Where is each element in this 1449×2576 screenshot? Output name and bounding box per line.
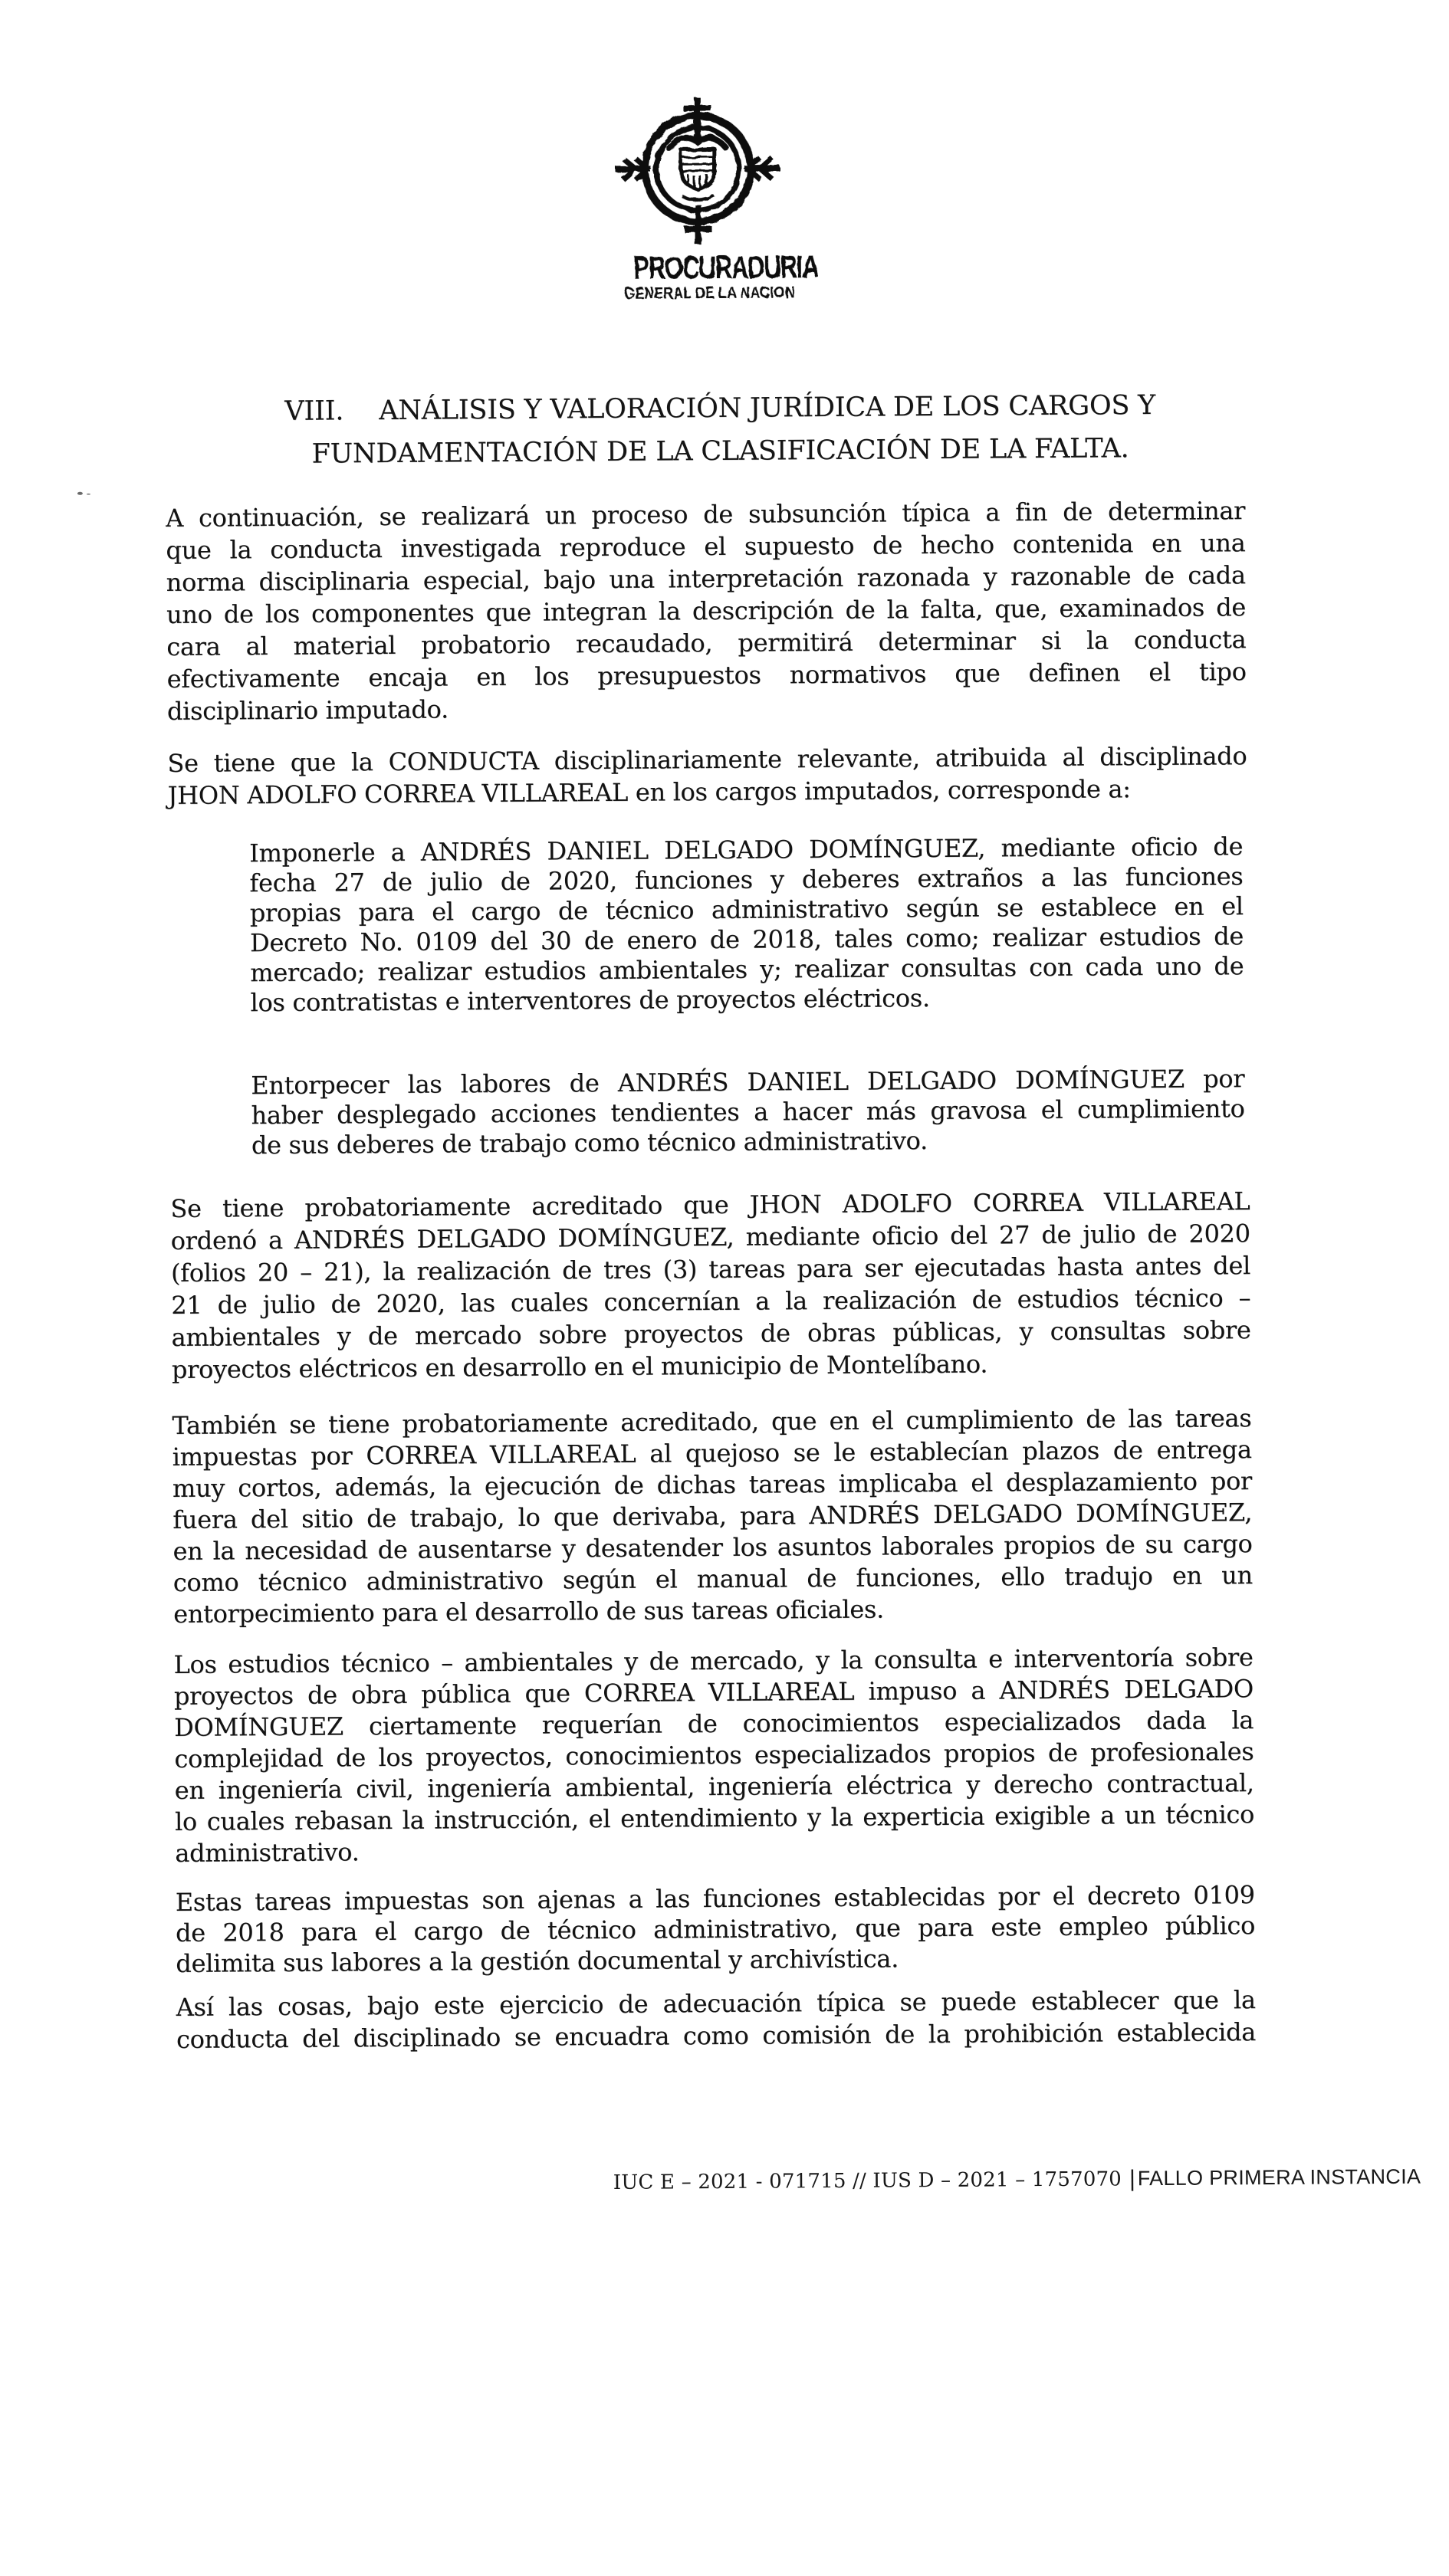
- text-line: propias para el cargo de técnico administrativo según se establece en el: [249, 891, 1244, 928]
- logo-wordmark-primary: PROCURADURIA: [632, 248, 819, 286]
- text-line: Los estudios técnico – ambientales y de mercado, y la consulta e interventoría sobre: [173, 1642, 1254, 1679]
- text-line: A continuación, se realizará un proceso de subsunción típica a fin de determinar: [166, 496, 1246, 533]
- text-line: ordenó a ANDRÉS DELGADO DOMÍNGUEZ, mediante oficio del 27 de julio de 2020: [170, 1219, 1250, 1255]
- text-line: administrativo.: [175, 1837, 360, 1868]
- text-line: uno de los componentes que integran la descripción de la falta, que, examinados de: [166, 592, 1247, 630]
- text-line: delimita sus labores a la gestión documental y archivística.: [176, 1944, 899, 1978]
- text-line: Imponerle a ANDRÉS DANIEL DELGADO DOMÍNGUEZ, mediante oficio de: [249, 832, 1244, 868]
- section-title-line-2: FUNDAMENTACIÓN DE LA CLASIFICACIÓN DE LA FALTA.: [311, 433, 1129, 470]
- paragraph-proven-facts: [170, 1185, 1251, 1386]
- paragraph-decree-functions: [176, 1879, 1256, 1979]
- procuraduria-logo: [610, 97, 819, 304]
- text-line: haber desplegado acciones tendientes a hacer más gravosa el cumplimiento: [251, 1094, 1245, 1130]
- section-title-text: ANÁLISIS Y VALORACIÓN JURÍDICA DE LOS CARGOS Y: [379, 389, 1156, 427]
- text-line: fuera del sitio de trabajo, lo que derivaba, para ANDRÉS DELGADO DOMÍNGUEZ,: [172, 1498, 1253, 1534]
- scan-speck: [77, 492, 83, 495]
- text-line: conducta del disciplinado se encuadra como comisión de la prohibición establecida: [176, 2017, 1257, 2054]
- case-reference: IUC E – 2021 - 071715 // IUS D – 2021 – 1757070: [613, 2167, 1122, 2194]
- text-line: los contratistas e interventores de proyectos eléctricos.: [250, 983, 930, 1018]
- text-line: efectivamente encaja en los presupuestos normativos que definen el tipo: [166, 657, 1247, 694]
- procuraduria-crest-icon: [615, 97, 780, 248]
- text-line: proyectos eléctricos en desarrollo en el municipio de Montelíbano.: [171, 1349, 988, 1384]
- text-line: muy cortos, además, la ejecución de dichas tareas implicaba el desplazamiento por: [172, 1466, 1253, 1503]
- text-line: Entorpecer las labores de ANDRÉS DANIEL DELGADO DOMÍNGUEZ por: [251, 1064, 1245, 1101]
- text-line: Estas tareas impuestas son ajenas a las funciones establecidas por el decreto 0109: [175, 1880, 1255, 1917]
- text-line: en la necesidad de ausentarse y desatender los asuntos laborales propios de su cargo: [172, 1529, 1253, 1566]
- text-line: DOMÍNGUEZ ciertamente requerían de conocimientos especializados dada la: [174, 1705, 1254, 1742]
- text-line: Así las cosas, bajo este ejercicio de adecuación típica se puede establecer que la: [176, 1985, 1256, 2022]
- paragraph-conduct: [167, 740, 1247, 812]
- blockquote-charge-1: [249, 832, 1244, 1018]
- text-line: en ingeniería civil, ingeniería ambiental, ingeniería eléctrica y derecho contractual,: [174, 1768, 1254, 1805]
- page-footer: [613, 2164, 1421, 2195]
- text-line: mercado; realizar estudios ambientales y; realizar consultas con cada uno de: [250, 951, 1244, 988]
- text-line: de sus deberes de trabajo como técnico administrativo.: [251, 1126, 928, 1160]
- logo-wordmark-secondary: GENERAL DE LA NACION: [623, 284, 795, 303]
- text-line: ambientales y de mercado sobre proyectos de obras públicas, y consultas sobre: [171, 1315, 1251, 1352]
- text-line: entorpecimiento para el desarrollo de sus tareas oficiales.: [172, 1594, 885, 1629]
- text-line: JHON ADOLFO CORREA VILLAREAL en los cargos imputados, corresponde a:: [167, 774, 1131, 811]
- text-line: 21 de julio de 2020, las cuales concernían a la realización de estudios técnico –: [171, 1283, 1251, 1320]
- text-line: Se tiene probatoriamente acreditado que JHON ADOLFO CORREA VILLAREAL: [170, 1186, 1250, 1223]
- text-line: También se tiene probatoriamente acreditado, que en el cumplimiento de las tareas: [172, 1403, 1252, 1440]
- section-title: [11, 382, 1430, 478]
- blockquote-charge-2: [251, 1064, 1245, 1160]
- text-line: norma disciplinaria especial, bajo una interpretación razonada y razonable de cada: [166, 560, 1246, 598]
- text-line: de 2018 para el cargo de técnico administrativo, que para este empleo público: [175, 1911, 1256, 1948]
- paragraph-conclusion: [176, 1984, 1257, 2056]
- text-line: complejidad de los proyectos, conocimientos especializados propios de profesionales: [174, 1737, 1254, 1774]
- text-line: fecha 27 de julio de 2020, funciones y deberes extraños a las funciones: [249, 861, 1244, 898]
- text-line: que la conducta investigada reproduce el supuesto de hecho contenida en una: [166, 528, 1246, 566]
- text-line: disciplinario imputado.: [166, 694, 449, 727]
- text-line: como técnico administrativo según el manual de funciones, ello tradujo en un: [172, 1560, 1253, 1597]
- text-line: Decreto No. 0109 del 30 de enero de 2018, tales como; realizar estudios de: [249, 921, 1244, 958]
- paragraph-specialized-knowledge: [173, 1642, 1254, 1869]
- text-line: impuestas por CORREA VILLAREAL al quejoso se le establecían plazos de entrega: [172, 1435, 1252, 1472]
- text-line: Se tiene que la CONDUCTA disciplinariamente relevante, atribuida al disciplinado: [167, 741, 1247, 779]
- footer-separator: |: [1129, 2166, 1135, 2192]
- paragraph-task-conditions: [172, 1403, 1253, 1630]
- section-number: VIII.: [284, 395, 344, 427]
- paragraph-intro: [166, 494, 1247, 727]
- text-line: lo cuales rebasan la instrucción, el entendimiento y la experticia exigible a un técnico: [174, 1800, 1255, 1836]
- ruling-label: FALLO PRIMERA INSTANCIA: [1137, 2164, 1421, 2190]
- text-line: cara al material probatorio recaudado, permitirá determinar si la conducta: [166, 625, 1247, 662]
- text-line: proyectos de obra pública que CORREA VILLAREAL impuso a ANDRÉS DELGADO: [173, 1674, 1254, 1711]
- text-line: (folios 20 – 21), la realización de tres (3) tareas para ser ejecutadas hasta antes del: [170, 1251, 1251, 1288]
